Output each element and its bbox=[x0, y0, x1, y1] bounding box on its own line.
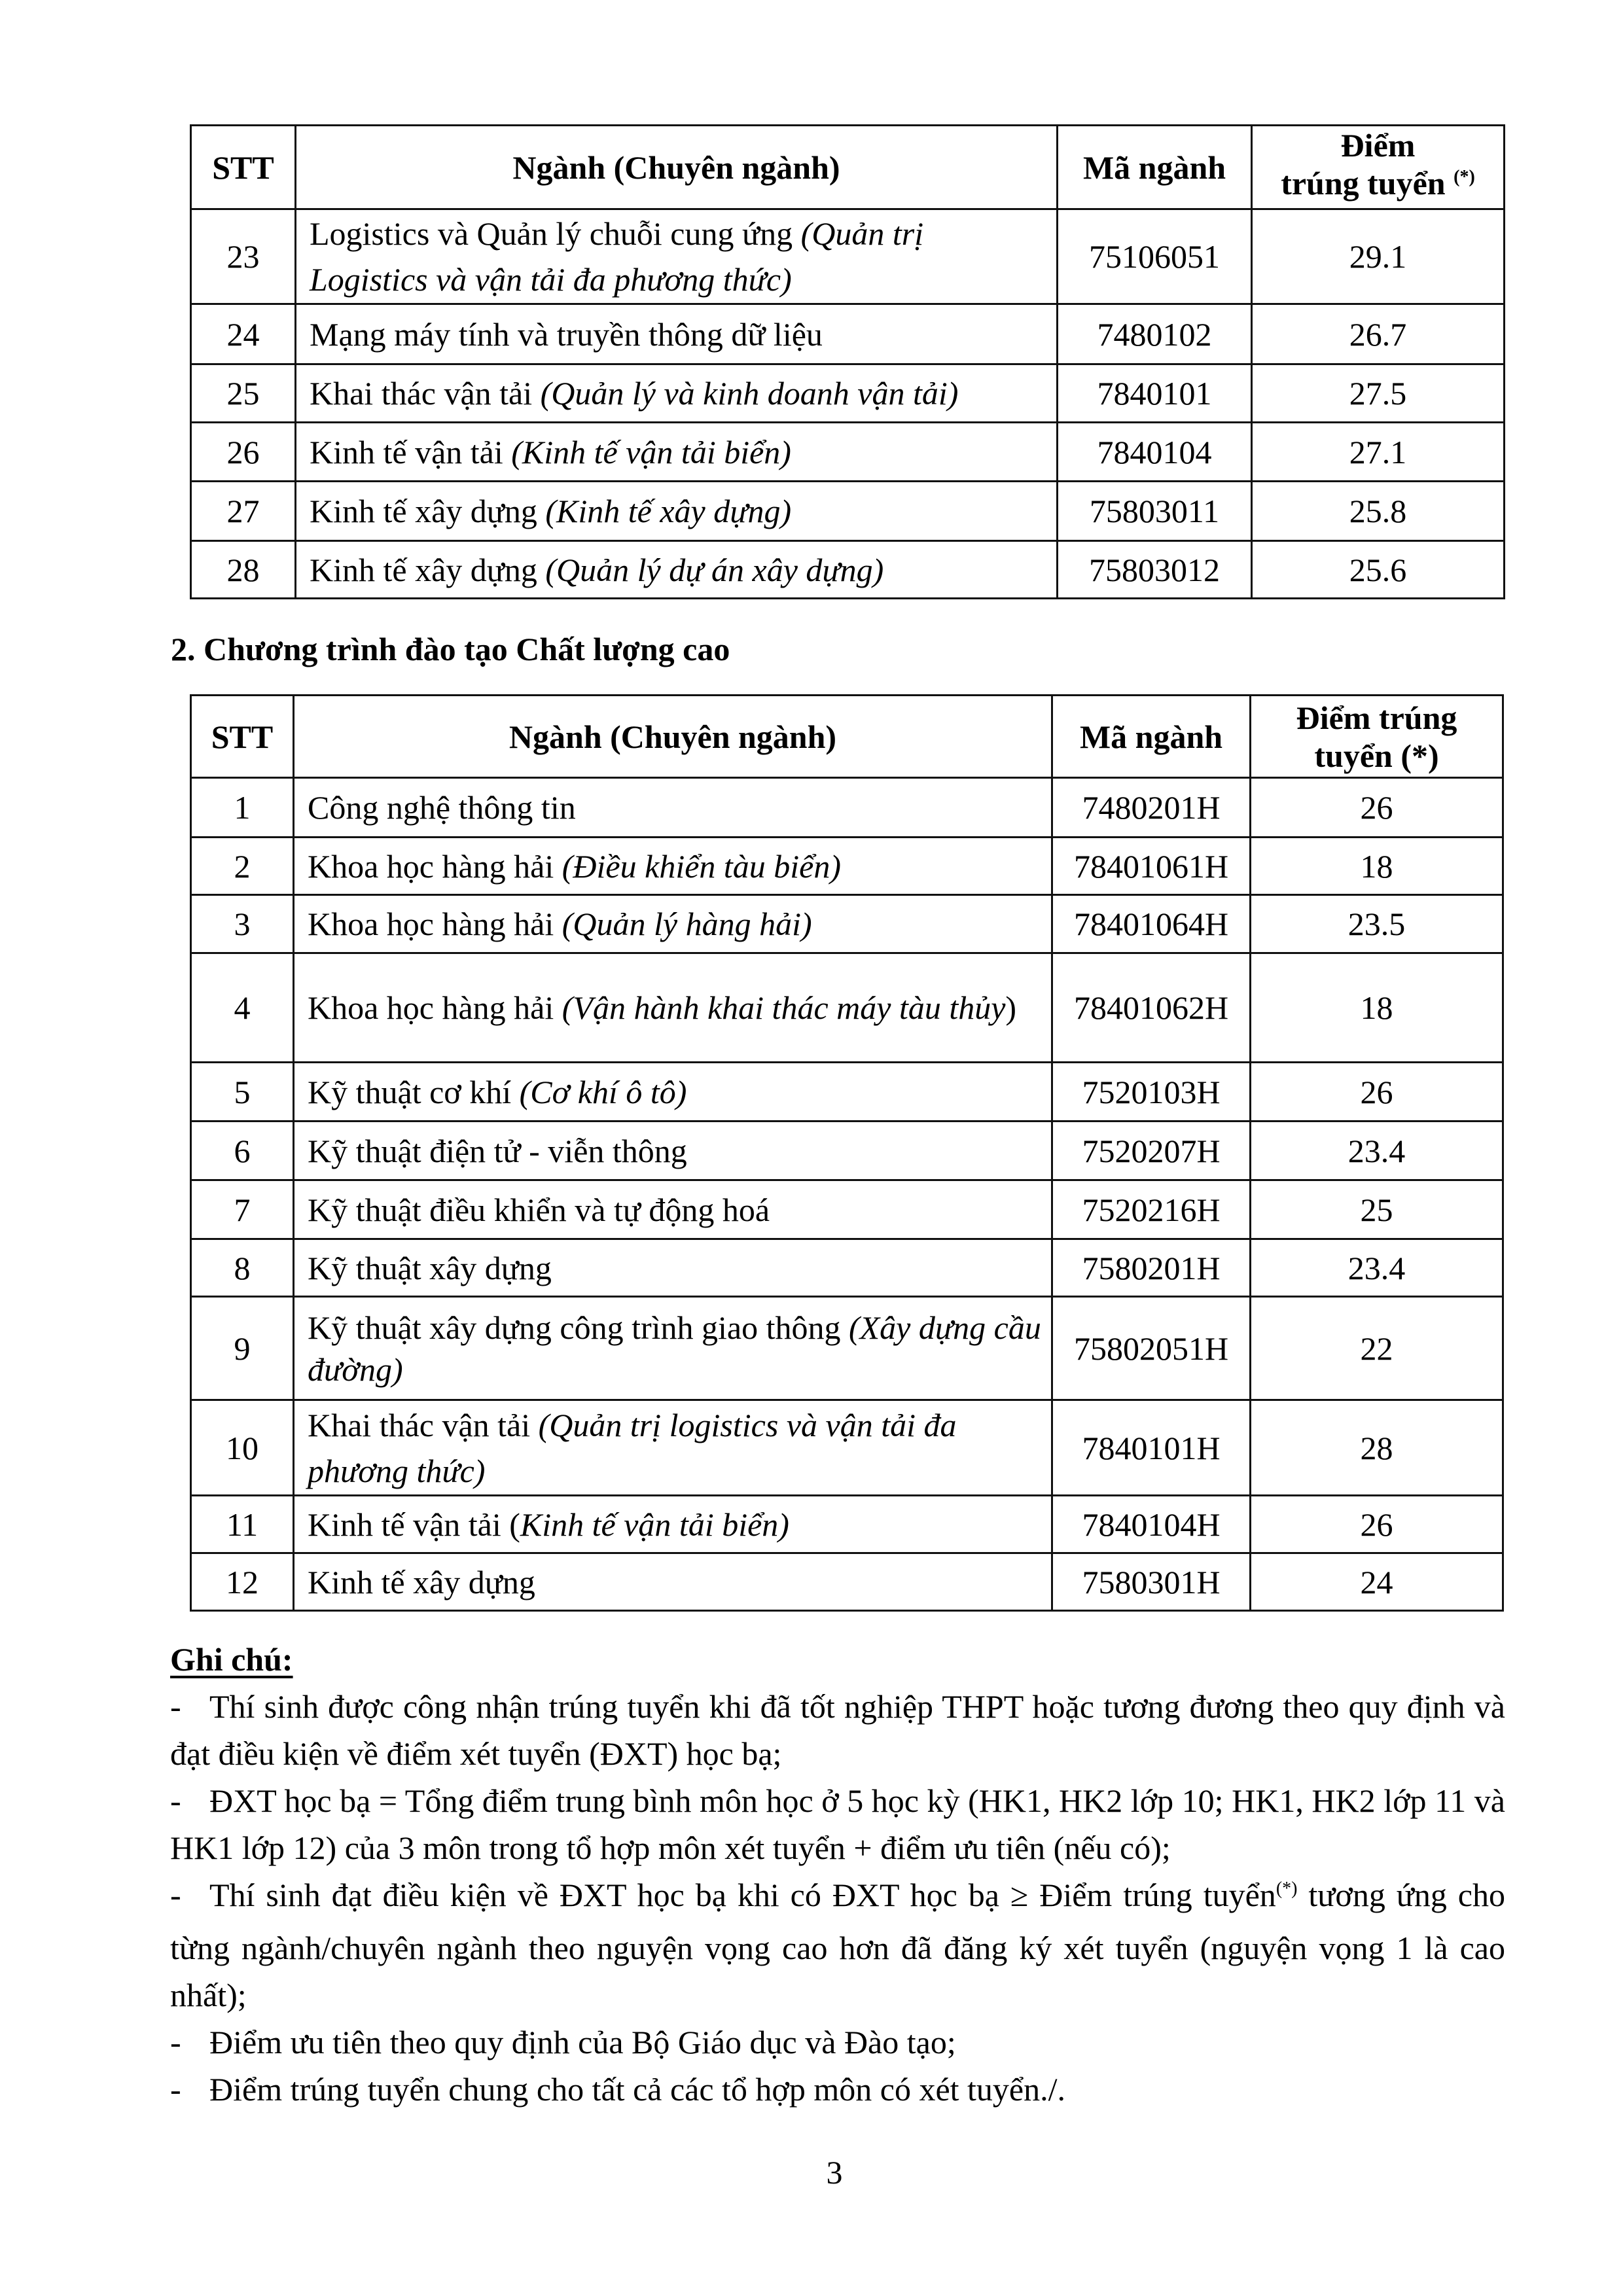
major-name: Khai thác vận tải bbox=[308, 1406, 539, 1443]
cell-diem: 27.5 bbox=[1252, 364, 1505, 423]
specialization: (Vận hành khai thác máy tàu thủy bbox=[562, 989, 1006, 1026]
note-item bbox=[170, 2019, 1505, 2066]
cell-ma-nganh: 7840104 bbox=[1058, 423, 1252, 482]
major-name: Khoa học hàng hải bbox=[308, 989, 562, 1026]
specialization: (Quản trị logistics và vận tải đa phương thức) bbox=[308, 1406, 957, 1489]
cell-ma-nganh: 7480102 bbox=[1058, 304, 1252, 364]
cell-diem: 29.1 bbox=[1252, 209, 1505, 304]
cell-stt: 8 bbox=[191, 1239, 294, 1297]
cell-nganh bbox=[294, 895, 1052, 953]
cell-nganh bbox=[294, 778, 1052, 838]
major-name: Mạng máy tính và truyền thông dữ liệu bbox=[310, 315, 823, 353]
cell-nganh bbox=[296, 364, 1058, 423]
cell-ma-nganh: 7520207H bbox=[1052, 1122, 1251, 1180]
table-row bbox=[191, 304, 1505, 364]
table-row bbox=[191, 838, 1503, 895]
cell-stt: 2 bbox=[191, 838, 294, 895]
bullet-dash: - bbox=[170, 1782, 181, 1819]
note-text-cont: tương ứng cho từng ngành/chuyên ngành theo nguyện vọng cao hơn đã đăng ký xét tuyển (nguyện vọng 1 là cao nhất); bbox=[170, 1877, 1505, 2013]
table-row bbox=[191, 1122, 1503, 1180]
cell-nganh bbox=[296, 423, 1058, 482]
specialization: (Quản trị Logistics và vận tải đa phương thức) bbox=[310, 215, 924, 298]
header-diem-footnote: (*) bbox=[1454, 167, 1475, 187]
header-diem bbox=[1251, 696, 1503, 778]
table-row bbox=[191, 1063, 1503, 1122]
cell-stt: 9 bbox=[191, 1297, 294, 1400]
cell-diem: 25 bbox=[1251, 1180, 1503, 1239]
major-name: Kinh tế xây dựng bbox=[308, 1563, 535, 1600]
note-item bbox=[170, 1871, 1505, 2019]
table-row bbox=[191, 541, 1505, 599]
cell-stt: 7 bbox=[191, 1180, 294, 1239]
note-text: Điểm trúng tuyển chung cho tất cả các tổ hợp môn có xét tuyển./. bbox=[209, 2071, 1066, 2108]
table-row bbox=[191, 364, 1505, 423]
table-row bbox=[191, 1297, 1503, 1400]
table-row bbox=[191, 1180, 1503, 1239]
cell-stt: 11 bbox=[191, 1496, 294, 1553]
bullet-dash: - bbox=[170, 2024, 181, 2060]
major-name: Kinh tế vận tải ( bbox=[308, 1506, 520, 1543]
page-number: 3 bbox=[826, 2154, 843, 2191]
cell-nganh bbox=[294, 1400, 1052, 1496]
cell-diem: 23.4 bbox=[1251, 1239, 1503, 1297]
cell-diem: 26 bbox=[1251, 1496, 1503, 1553]
cell-diem: 26 bbox=[1251, 1063, 1503, 1122]
cell-nganh bbox=[294, 1063, 1052, 1122]
cell-ma-nganh: 78401064H bbox=[1052, 895, 1251, 953]
cell-ma-nganh: 78401061H bbox=[1052, 838, 1251, 895]
note-text: ĐXT học bạ = Tổng điểm trung bình môn học ở 5 học kỳ (HK1, HK2 lớp 10; HK1, HK2 lớp 11 và HK1 lớp 12) của 3 môn trong tổ hợp môn xét tuyển + điểm ưu tiên (nếu có); bbox=[170, 1782, 1505, 1866]
cell-stt: 26 bbox=[191, 423, 296, 482]
cell-diem: 23.4 bbox=[1251, 1122, 1503, 1180]
cell-nganh bbox=[296, 482, 1058, 541]
cell-nganh bbox=[294, 953, 1052, 1063]
cell-nganh bbox=[294, 1122, 1052, 1180]
table-row bbox=[191, 423, 1505, 482]
cell-nganh bbox=[294, 1239, 1052, 1297]
bullet-dash: - bbox=[170, 1877, 181, 1913]
header-ma-nganh: Mã ngành bbox=[1058, 126, 1252, 209]
cell-diem: 18 bbox=[1251, 838, 1503, 895]
note-text: Thí sinh được công nhận trúng tuyển khi đã tốt nghiệp THPT hoặc tương đương theo quy định và đạt điều kiện về điểm xét tuyển (ĐXT) học bạ; bbox=[170, 1688, 1505, 1772]
table-row bbox=[191, 953, 1503, 1063]
specialization: Kinh tế vận tải biển) bbox=[520, 1506, 789, 1543]
major-name: Công nghệ thông tin bbox=[308, 789, 576, 826]
major-name: Kỹ thuật xây dựng công trình giao thông bbox=[308, 1309, 849, 1346]
note-item bbox=[170, 1683, 1505, 1777]
major-name: Kỹ thuật điện tử - viễn thông bbox=[308, 1132, 687, 1169]
section-heading: 2. Chương trình đào tạo Chất lượng cao bbox=[171, 631, 730, 667]
table-header-row bbox=[191, 126, 1505, 209]
notes-heading-line bbox=[170, 1636, 1505, 1683]
cell-diem: 25.6 bbox=[1252, 541, 1505, 599]
header-diem-line2: trúng tuyển bbox=[1281, 165, 1446, 202]
table-header-row bbox=[191, 696, 1503, 778]
major-name: Logistics và Quản lý chuỗi cung ứng bbox=[310, 215, 801, 252]
cell-ma-nganh: 78401062H bbox=[1052, 953, 1251, 1063]
cell-nganh bbox=[294, 1180, 1052, 1239]
note-footnote-marker: (*) bbox=[1275, 1879, 1298, 1899]
specialization-close: ) bbox=[1005, 989, 1017, 1026]
cell-stt: 4 bbox=[191, 953, 294, 1063]
specialization: (Kinh tế vận tải biển) bbox=[511, 433, 791, 470]
table-row bbox=[191, 895, 1503, 953]
specialization: (Quản lý và kinh doanh vận tải) bbox=[540, 375, 959, 412]
header-diem-line2: tuyển (*) bbox=[1314, 737, 1439, 774]
cell-diem: 25.8 bbox=[1252, 482, 1505, 541]
cell-ma-nganh: 7520216H bbox=[1052, 1180, 1251, 1239]
header-nganh: Ngành (Chuyên ngành) bbox=[294, 696, 1052, 778]
table-row bbox=[191, 1553, 1503, 1611]
header-nganh: Ngành (Chuyên ngành) bbox=[296, 126, 1058, 209]
cell-nganh bbox=[296, 209, 1058, 304]
cell-stt: 6 bbox=[191, 1122, 294, 1180]
cell-stt: 3 bbox=[191, 895, 294, 953]
cell-diem: 28 bbox=[1251, 1400, 1503, 1496]
table-row bbox=[191, 209, 1505, 304]
header-stt: STT bbox=[191, 696, 294, 778]
specialization: (Cơ khí ô tô) bbox=[519, 1073, 687, 1110]
cell-diem: 23.5 bbox=[1251, 895, 1503, 953]
major-name: Kinh tế vận tải bbox=[310, 433, 512, 470]
major-name: Khai thác vận tải bbox=[310, 375, 541, 412]
cell-ma-nganh: 75106051 bbox=[1058, 209, 1252, 304]
cell-nganh bbox=[294, 1297, 1052, 1400]
note-item bbox=[170, 2066, 1505, 2113]
major-name: Kỹ thuật cơ khí bbox=[308, 1073, 520, 1110]
cell-stt: 12 bbox=[191, 1553, 294, 1611]
cell-nganh bbox=[294, 1553, 1052, 1611]
header-diem-line1: Điểm bbox=[1340, 127, 1416, 164]
admission-scores-table-high-quality bbox=[190, 694, 1504, 1612]
major-name: Kỹ thuật xây dựng bbox=[308, 1249, 552, 1286]
cell-nganh bbox=[296, 304, 1058, 364]
cell-ma-nganh: 7840104H bbox=[1052, 1496, 1251, 1553]
header-diem-line1: Điểm trúng bbox=[1296, 699, 1457, 736]
major-name: Kinh tế xây dựng bbox=[310, 493, 546, 529]
specialization: (Quản lý hàng hải) bbox=[562, 906, 812, 942]
specialization: (Điều khiển tàu biển) bbox=[562, 847, 842, 885]
cell-diem: 24 bbox=[1251, 1553, 1503, 1611]
cell-ma-nganh: 7580301H bbox=[1052, 1553, 1251, 1611]
specialization: (Xây dựng cầu đường) bbox=[308, 1309, 1041, 1388]
cell-stt: 28 bbox=[191, 541, 296, 599]
major-name: Khoa học hàng hải bbox=[308, 847, 562, 885]
cell-diem: 22 bbox=[1251, 1297, 1503, 1400]
cell-ma-nganh: 75803012 bbox=[1058, 541, 1252, 599]
header-ma-nganh: Mã ngành bbox=[1052, 696, 1251, 778]
bullet-dash: - bbox=[170, 2071, 181, 2108]
table-row bbox=[191, 1496, 1503, 1553]
cell-ma-nganh: 7840101 bbox=[1058, 364, 1252, 423]
note-text: Điểm ưu tiên theo quy định của Bộ Giáo dục và Đào tạo; bbox=[209, 2024, 956, 2060]
cell-ma-nganh: 7480201H bbox=[1052, 778, 1251, 838]
cell-ma-nganh: 7840101H bbox=[1052, 1400, 1251, 1496]
table-row bbox=[191, 482, 1505, 541]
table-row bbox=[191, 1400, 1503, 1496]
specialization: (Quản lý dự án xây dựng) bbox=[545, 551, 884, 588]
table-row bbox=[191, 1239, 1503, 1297]
cell-stt: 24 bbox=[191, 304, 296, 364]
cell-stt: 1 bbox=[191, 778, 294, 838]
notes-heading: Ghi chú: bbox=[170, 1641, 293, 1678]
cell-diem: 26 bbox=[1251, 778, 1503, 838]
header-stt: STT bbox=[191, 126, 296, 209]
major-name: Khoa học hàng hải bbox=[308, 906, 562, 942]
admission-scores-table-standard bbox=[190, 124, 1505, 599]
bullet-dash: - bbox=[170, 1688, 181, 1725]
cell-ma-nganh: 7580201H bbox=[1052, 1239, 1251, 1297]
note-item bbox=[170, 1777, 1505, 1871]
cell-stt: 23 bbox=[191, 209, 296, 304]
header-diem bbox=[1252, 126, 1505, 209]
cell-stt: 10 bbox=[191, 1400, 294, 1496]
note-text: Thí sinh đạt điều kiện về ĐXT học bạ khi có ĐXT học bạ ≥ Điểm trúng tuyển bbox=[209, 1877, 1276, 1913]
cell-stt: 25 bbox=[191, 364, 296, 423]
cell-nganh bbox=[294, 1496, 1052, 1553]
cell-nganh bbox=[294, 838, 1052, 895]
notes-section bbox=[170, 1636, 1505, 2113]
cell-ma-nganh: 7520103H bbox=[1052, 1063, 1251, 1122]
major-name: Kỹ thuật điều khiển và tự động hoá bbox=[308, 1191, 770, 1228]
table-row bbox=[191, 778, 1503, 838]
cell-stt: 5 bbox=[191, 1063, 294, 1122]
cell-diem: 27.1 bbox=[1252, 423, 1505, 482]
major-name: Kinh tế xây dựng bbox=[310, 551, 546, 588]
cell-ma-nganh: 75803011 bbox=[1058, 482, 1252, 541]
cell-diem: 26.7 bbox=[1252, 304, 1505, 364]
specialization: (Kinh tế xây dựng) bbox=[545, 493, 792, 529]
cell-ma-nganh: 75802051H bbox=[1052, 1297, 1251, 1400]
cell-stt: 27 bbox=[191, 482, 296, 541]
cell-diem: 18 bbox=[1251, 953, 1503, 1063]
cell-nganh bbox=[296, 541, 1058, 599]
